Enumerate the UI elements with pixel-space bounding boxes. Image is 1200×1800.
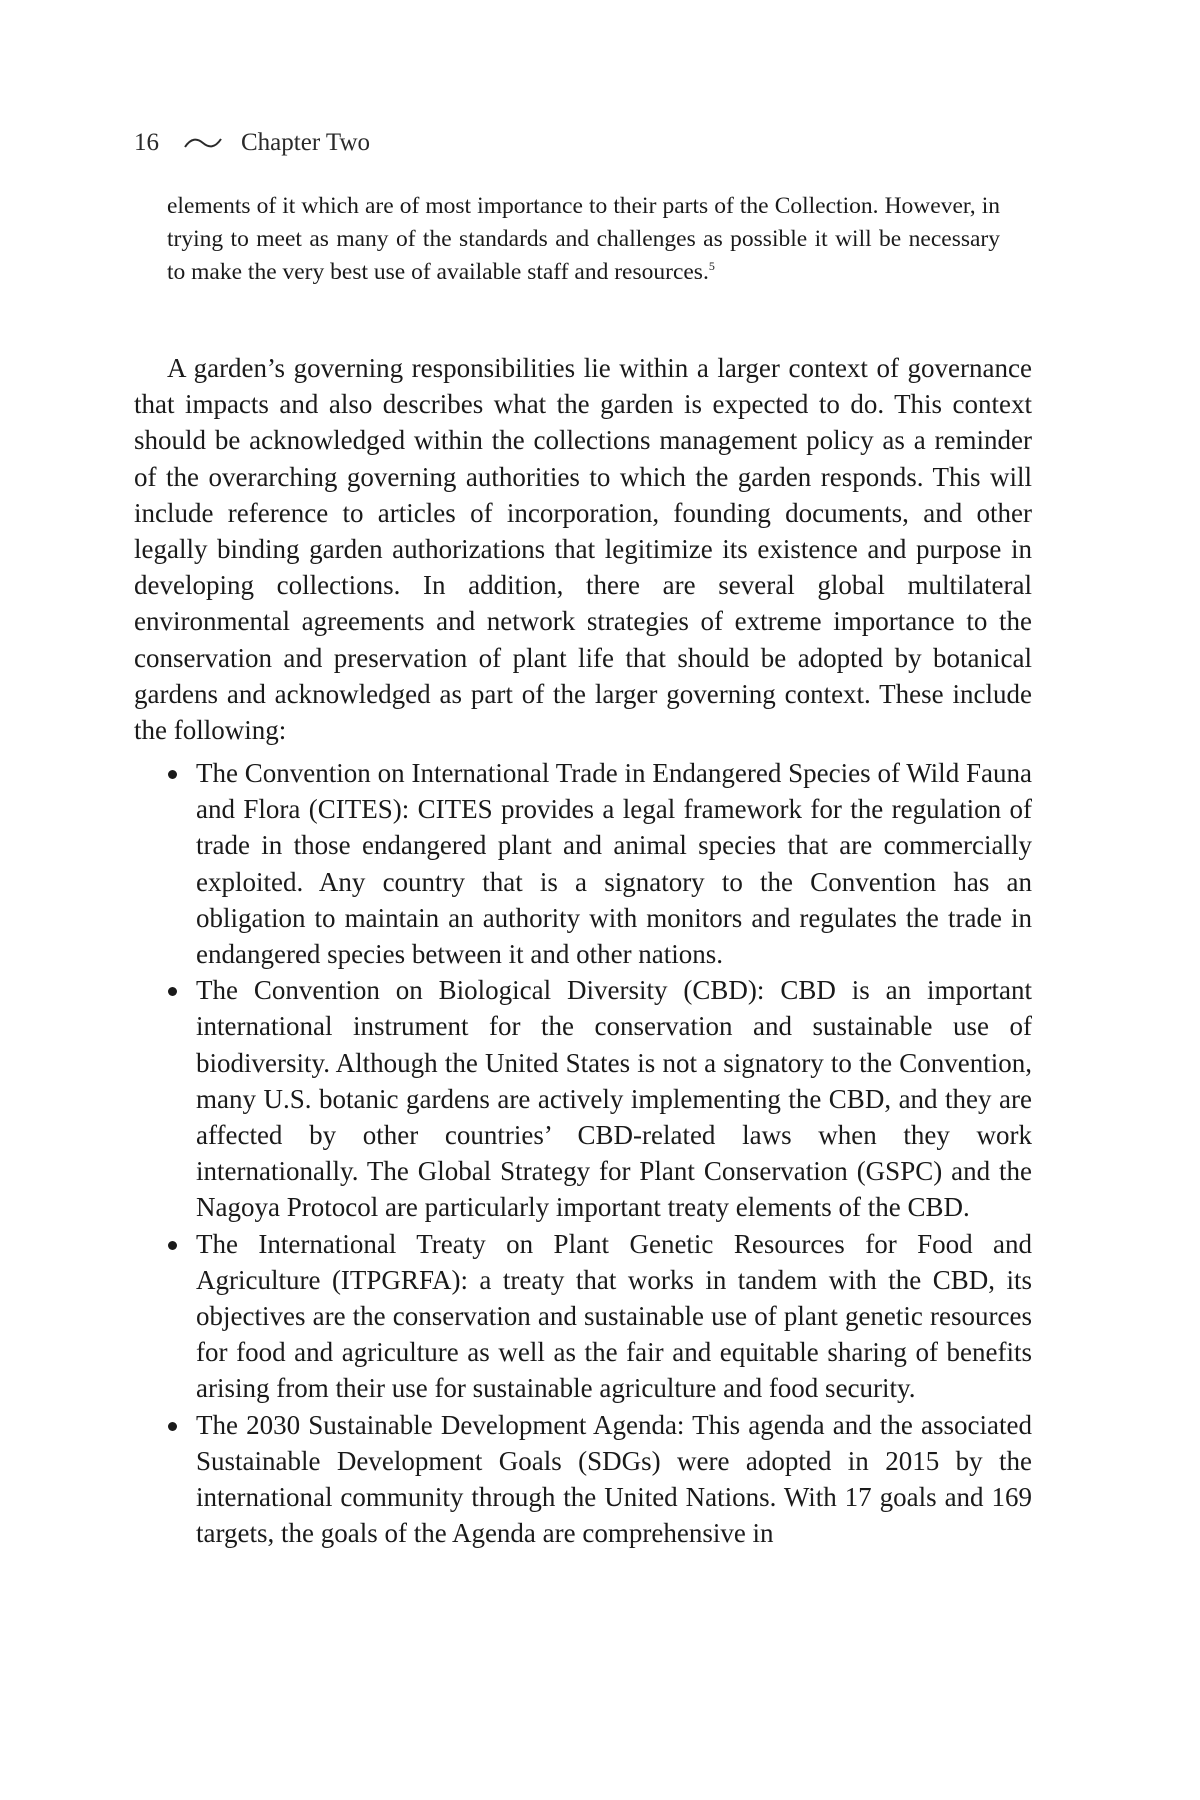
chapter-title: Chapter Two [241, 129, 371, 156]
bullet-icon [168, 1422, 177, 1431]
treaty-list [168, 755, 1032, 1551]
list-item [168, 755, 1032, 972]
block-quote [167, 190, 1000, 289]
list-item-text: The International Treaty on Plant Genetic Resources for Food and Agriculture (ITPGRFA): a treaty that works in tandem with the CBD, its objectives are the conservation and sustainable use of plant genetic resources for food and agriculture as well as the fair and equitable sharing of benefits arising from their use for sustainable agriculture and food security. [196, 1228, 1032, 1404]
page-number: 16 [134, 129, 159, 156]
bullet-icon [168, 1241, 177, 1250]
list-item-text: The 2030 Sustainable Development Agenda: This agenda and the associated Sustainable Development Goals (SDGs) were adopted in 2015 by the international community through the United Nations. With 17 goals and 169 targets, the goals of the Agenda are comprehensive in [196, 1409, 1032, 1549]
list-item-text: The Convention on International Trade in Endangered Species of Wild Fauna and Flora (CITES): CITES provides a legal framework for the regulation of trade in those endangered plant and animal species that are commercially exploited. Any country that is a signatory to the Convention has an obligation to maintain an authority with monitors and regulates the trade in endangered species between it and other nations. [196, 758, 1032, 970]
running-head [134, 126, 370, 160]
list-item [168, 972, 1032, 1225]
body-paragraph: A garden’s governing responsibilities lie within a larger context of governance that impacts and also describes what the garden is expected to do. This context should be acknowledged within the collections management policy as a reminder of the overarching governing authorities to which the garden responds. This will include reference to articles of incorporation, founding documents, and other legally binding garden authorizations that legitimize its existence and purpose in developing collections. In addition, there are several global multilateral environmental agreements and network strategies of extreme importance to the conservation and preservation of plant life that should be adopted by botanical gardens and acknowledged as part of the larger governing context. These include the following: [134, 353, 1032, 746]
bullet-icon [168, 987, 177, 996]
bullet-icon [168, 770, 177, 779]
list-item [168, 1226, 1032, 1407]
footnote-marker: 5 [708, 259, 715, 274]
list-item-text: The Convention on Biological Diversity (CBD): CBD is an important international instrument for the conservation and sustainable use of biodiversity. Although the United States is not a signatory to the Convention, many U.S. botanic gardens are actively implementing the CBD, and they are affected by other countries’ CBD-related laws when they work internationally. The Global Strategy for Plant Conservation (GSPC) and the Nagoya Protocol are particularly important treaty elements of the CBD. [196, 975, 1032, 1223]
tilde-ornament-icon [183, 136, 223, 150]
block-quote-text: elements of it which are of most importance to their parts of the Collection. However, in trying to meet as many of the standards and challenges as possible it will be necessary to make the very best use of available staff and resources. [167, 193, 1000, 285]
list-item [168, 1407, 1032, 1552]
